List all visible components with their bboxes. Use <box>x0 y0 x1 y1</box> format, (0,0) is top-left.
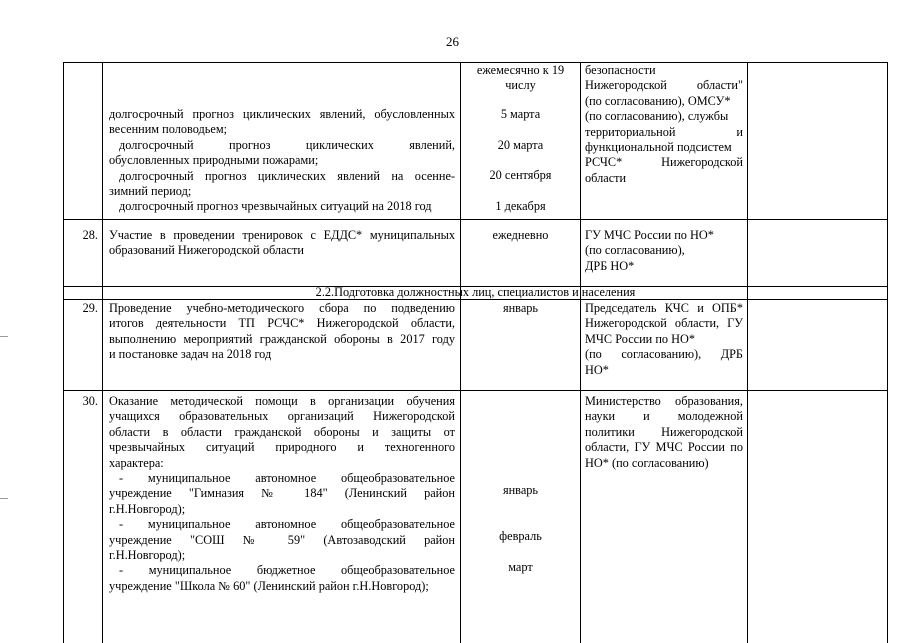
row-30-date-1: январь <box>502 483 539 497</box>
cont-date-3: 20 марта <box>497 138 544 152</box>
col-divider-responsible <box>747 63 748 643</box>
row-28-measure: Участие в проведении тренировок с ЕДДС* муниципальных образований Нижегородской области <box>109 228 455 258</box>
row-divider-4 <box>64 390 887 391</box>
row-29-date: январь <box>502 301 539 315</box>
plan-table <box>63 62 888 643</box>
cont-date-2: 5 марта <box>500 107 541 121</box>
row-30-date-3: март <box>508 560 533 574</box>
row-29-responsible: Председатель КЧС и ОПБ* Нижегородской области, ГУ МЧС России по НО* (по согласованию), ДРБ НО* <box>585 301 743 377</box>
cont-responsible: безопасности Нижегородской области" (по согласованию), ОМСУ* (по согласованию), службы территориальной и функциональной подсистем РСЧС* Нижегородской области <box>585 63 743 185</box>
scan-artifact-mark <box>0 336 8 337</box>
col-divider-num <box>102 63 103 643</box>
col-divider-date <box>580 63 581 643</box>
page-number: 26 <box>446 34 459 49</box>
row-28-responsible: ГУ МЧС России по НО* (по согласованию), ДРБ НО* <box>585 228 714 273</box>
row-30-number: 30. <box>82 394 98 408</box>
cont-date-4: 20 сентября <box>489 168 552 182</box>
cont-date-1: ежемесячно к 19 числу <box>476 63 565 93</box>
section-title: 2.2.Подготовка должностных лиц, специалистов и населения <box>315 285 636 299</box>
row-28-number: 28. <box>82 228 98 242</box>
row-29-number: 29. <box>82 301 98 315</box>
row-30-responsible: Министерство образования, науки и молодежной политики Нижегородской области, ГУ МЧС России по НО* (по согласованию) <box>585 394 743 470</box>
row-28-date: ежедневно <box>492 228 549 242</box>
scan-artifact-mark <box>0 498 8 499</box>
row-divider-1 <box>64 219 887 220</box>
row-29-measure: Проведение учебно-методического сбора по подведению итогов деятельности ТП РСЧС* Нижегородской области, выполнению мероприятий гражданской обороны в 2017 году и постановке задач на 2018 год <box>109 301 455 362</box>
row-30-date-2: февраль <box>499 529 542 543</box>
cont-measure: долгосрочный прогноз циклических явлений, обусловленных весенним половодьем; долгосрочный прогноз циклических явлений, обусловленных природными пожарами; долгосрочный прогноз циклических явлений на осенне- зимний период; долгосрочный прогноз чрезвычайных ситуаций на 2018 год <box>109 107 455 214</box>
cont-date-5: 1 декабря <box>495 199 546 213</box>
row-30-measure: Оказание методической помощи в организации обучения учащихся образовательных организаций Нижегородской области в области гражданской обороны и защиты от чрезвычайных ситуаций природного и техногенного характера: - муниципальное автономное общеобразовательное учреждение "Гимназия № 184" (Ленинский район г.Н.Новгород); - муниципальное автономное общеобразовательное учреждение "СОШ № 59" (Автозаводский район г.Н.Новгород); - муниципальное бюджетное общеобразовательное учреждение "Школа № 60" (Ленинский район г.Н.Новгород); <box>109 394 455 593</box>
